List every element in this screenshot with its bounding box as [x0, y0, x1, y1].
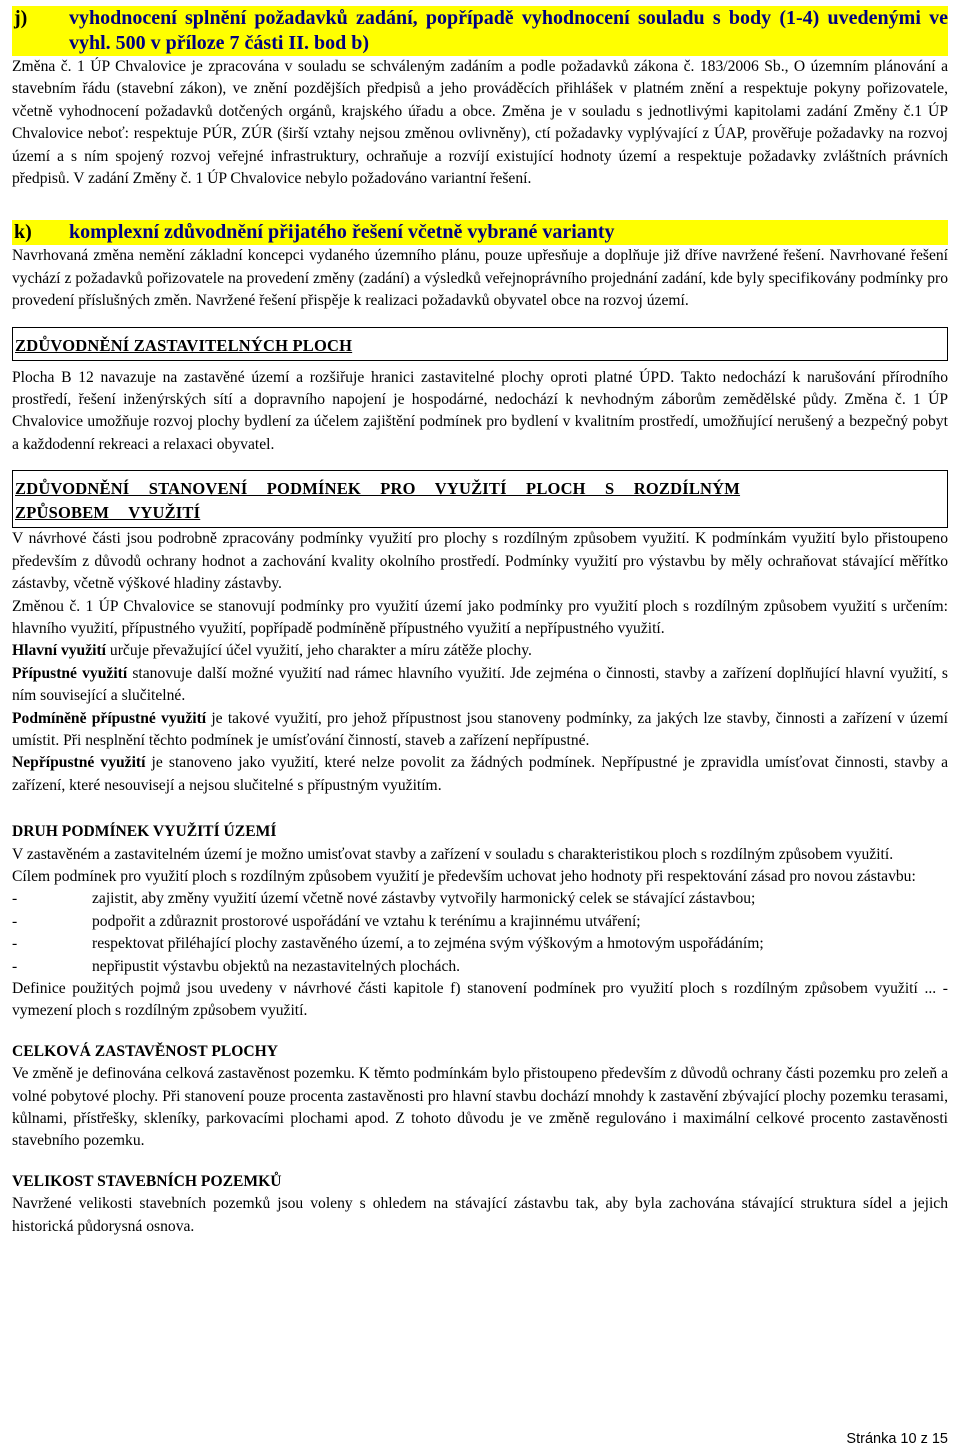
heading-line-1: ZDŮVODNĚNÍ STANOVENÍ PODMÍNEK PRO VYUŽITÍ PLOCH S ROZDÍLNÝM — [15, 479, 741, 499]
list-item: - respektovat přiléhající plochy zastavěného území, a to zejména svým výškovým a hmotovým uspořádáním; — [12, 935, 764, 953]
section-title: vyhodnocení splnění požadavků zadání, popřípadě vyhodnocení souladu s body (1-4) uvedenými ve vyhl. 500 v příloze 7 části II. bod b) — [69, 7, 948, 54]
podminky-heading — [12, 470, 948, 528]
heading-line-2: ZPŮSOBEM VYUŽITÍ — [15, 503, 201, 523]
document-page — [12, 6, 948, 1238]
list-item: - nepřipustit výstavbu objektů na nezastavitelných plochách. — [12, 957, 461, 975]
section-j-heading — [12, 6, 948, 56]
velikost-paragraph: Navržené velikosti stavebních pozemků jsou voleny s ohledem na stávající zástavbu tak, aby byla zachována stávající struktura sídel a jejich historická půdorysná osnova. — [12, 1195, 948, 1235]
section-j-paragraph: Změna č. 1 ÚP Chvalovice je zpracována v souladu se schváleným zadáním a podle požadavků zákona č. 183/2006 Sb., O územním plánování a stavebním řádu (stavební zákon), ve znění pozdějších předpisů a jeho prováděcích přihlášek v platném znění a respektuje pokyny pořizovatele, včetně vyhodnocení požadavků dotčených orgánů, krajského úřadu a obce. Změna je v souladu s jednotlivými kapitolami zadání Změny č.1 ÚP Chvalovice neboť: respektuje PÚR, ZÚR (širší vztahy nejsou změnou ovlivněny), ctí požadavky vyplývající z ÚAP, prověřuje požadavky na rozvoj území a s ním spojený rozvoj veřejné infrastruktury, ochraňuje a rozvíjí existující hodnoty území a respektuje požadavky zvláštních právních předpisů. V zadání Změny č. 1 ÚP Chvalovice nebylo požadováno variantní řešení. — [12, 58, 948, 188]
druh-paragraph-1: V zastavěném a zastavitelném území je možno umisťovat stavby a zařízení v souladu s charakteristikou ploch s rozdílným způsobem využití. — [12, 845, 894, 863]
term: Nepřípustné využití — [12, 754, 146, 772]
term: Přípustné využití — [12, 664, 128, 682]
celkova-heading: CELKOVÁ ZASTAVĚNOST PLOCHY — [12, 1042, 279, 1060]
velikost-heading: VELIKOST STAVEBNÍCH POZEMKŮ — [12, 1172, 282, 1190]
definition: je stanoveno jako využití, které nelze povolit za žádných podmínek. Nepřípustné je zpravidla umísťovat činnosti, stavby a zařízení, které nesouvisejí a nejsou slučitelné s přípustným využitím. — [12, 754, 948, 794]
podminene-vyuziti — [12, 708, 948, 753]
druh-paragraph-2: Cílem podmínek pro využití ploch s rozdílným způsobem využití je především uchovat jeho hodnoty při respektování zásad pro novou zástavbu: — [12, 867, 916, 885]
heading-text: ZDŮVODNĚNÍ ZASTAVITELNÝCH PLOCH — [15, 335, 353, 355]
section-k-heading — [12, 220, 948, 245]
page-number: Stránka 10 z 15 — [846, 1431, 948, 1447]
section-letter: j) — [14, 7, 28, 29]
podminky-paragraph-1: V návrhové části jsou podrobně zpracovány podmínky využití pro plochy s rozdílným způsobem využití. K podmínkám využití bylo přistoupeno především z důvodů ochrany hodnot a zachování kvality okolního prostředí. Podmínky využití pro výstavbu by měly ochraňovat stávající měřítko zástavby, včetně výškové hladiny zástavby. — [12, 530, 948, 593]
pripustne-vyuziti — [12, 663, 948, 708]
hlavni-vyuziti — [12, 640, 948, 662]
druh-paragraph-3: Definice použitých pojmů jsou uvedeny v návrhové části kapitole f) stanovení podmínek pro využití ploch s rozdílným způsobem využití ... - vymezení ploch s rozdílným způsobem využití. — [12, 980, 948, 1020]
podminky-paragraph-2: Změnou č. 1 ÚP Chvalovice se stanovují podmínky pro využití území jako podmínky pro využití ploch s rozdílným způsobem využití s určením: hlavního využití, přípustného využití, popřípadě podmíněně přípustného využití a nepřípustného využití. — [12, 597, 948, 637]
section-letter: k) — [14, 221, 32, 244]
celkova-paragraph: Ve změně je definována celková zastavěnost pozemku. K těmto podmínkám bylo přistoupeno především z důvodů ochrany části pozemku pro zeleň a volné pobytové plochy. Při stanovení pouze procenta zastavěnosti pro hlavní stavbu dochází mnohdy k zastavění zbývající plochy pozemku terasami, kůlnami, přístřešky, skleníky, parkovacími plochami apod. Z tohoto důvodu je ve změně regulováno i maximální celkové procento zastavěnosti stavebního pozemku. — [12, 1065, 948, 1150]
list-item: - podpořit a zdůraznit prostorové uspořádání ve vztahu k terénímu a krajinnému utváření; — [12, 912, 641, 930]
nepripustne-vyuziti — [12, 752, 948, 797]
druh-heading: DRUH PODMÍNEK VYUŽITÍ ÚZEMÍ — [12, 823, 277, 841]
term: Podmíněně přípustné využití — [12, 709, 207, 727]
zastavitelne-heading — [12, 327, 948, 361]
zastavitelne-paragraph: Plocha B 12 navazuje na zastavěné území a rozšiřuje hranici zastavitelné plochy oproti platné ÚPD. Takto nedochází k narušování přírodního prostředí, řešení inženýrských sítí a dopravního napojení je hospodárné, nedochází k nevhodným záborům zemědělské půdy. Změna č. 1 ÚP Chvalovice umožňuje rozvoj plochy bydlení za účelem zajištění podmínek pro bydlení v kvalitním prostředí, umožňující nerušený a bezpečný pobyt a každodenní rekreaci a relaxaci obyvatel. — [12, 368, 948, 453]
definition: určuje převažující účel využití, jeho charakter a míru zátěže plochy. — [106, 642, 532, 660]
term: Hlavní využití — [12, 642, 107, 660]
list-item: - zajistit, aby změny využití území včetně nové zástavby vytvořily harmonický celek se stávající zástavbou; — [12, 890, 756, 908]
section-k-paragraph: Navrhovaná změna nemění základní koncepci vydaného územního plánu, pouze upřesňuje a doplňuje již dříve navržené řešení. Navrhované řešení vychází z požadavků pořizovatele na provedení změny (zadání) a výsledků veřejnoprávního projednání zadání, kde byly specifikovány podmínky pro provedení příslušných změn. Navržené řešení přispěje k realizaci požadavků obyvatel obce na rozvoj území. — [12, 247, 948, 310]
section-title: komplexní zdůvodnění přijatého řešení včetně vybrané varianty — [69, 221, 615, 244]
definition: stanovuje další možné využití nad rámec hlavního využití. Jde zejména o činnosti, stavby a zařízení doplňující hlavní využití, s ním související a slučitelné. — [12, 664, 948, 705]
definition: je takové využití, pro jehož přípustnost jsou stanoveny podmínky, za jakých lze stavby, činnosti a zařízení v území umístit. Při nesplnění těchto podmínek je umísťování činností, staveb a zařízení nepřípustné. — [12, 709, 948, 749]
